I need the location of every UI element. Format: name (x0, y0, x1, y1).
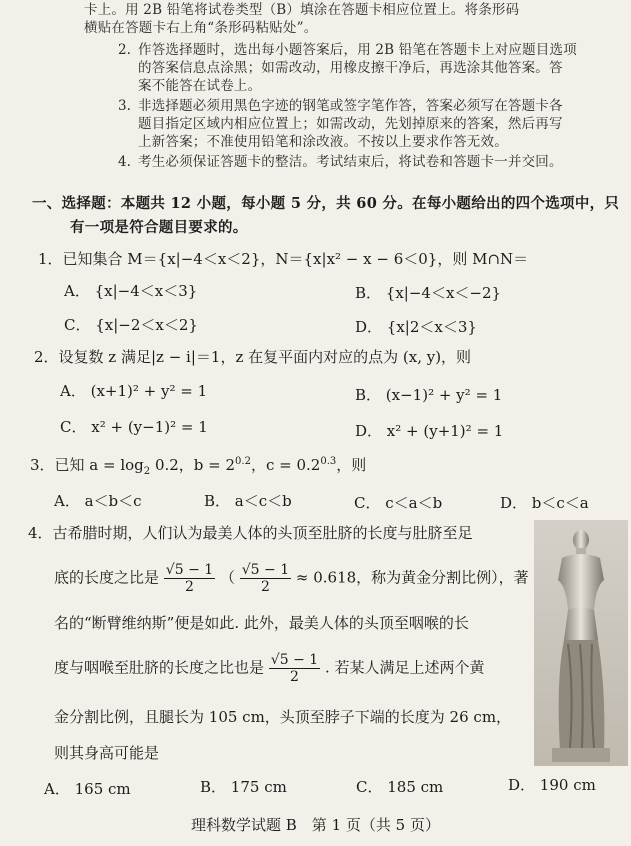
note-line: 作答选择题时，选出每小题答案后，用 2B 铅笔在答题卡上对应题目选项 (138, 42, 577, 58)
note-line: 横贴在答题卡右上角“条形码粘贴处”。 (84, 20, 318, 36)
golden-ratio-fraction (269, 652, 320, 685)
note-line: 上新答案；不准使用铅笔和涂改液。不按以上要求作答无效。 (138, 134, 508, 150)
question-4-line: 则其身高可能是 (54, 744, 160, 762)
note-line: 卡上。用 2B 铅笔将试卷类型（B）填涂在答题卡相应位置上。将条形码 (84, 2, 520, 18)
question-1-option-b: B． {x|−4＜x＜−2} (355, 284, 502, 302)
note-line: 的答案信息点涂黑；如需改动，用橡皮擦干净后，再选涂其他答案。答 (138, 60, 563, 76)
note-line: 案不能答在试卷上。 (138, 78, 262, 94)
question-1-option-a: A． {x|−4＜x＜3} (64, 282, 198, 300)
question-4-line: 金分割比例，且腿长为 105 cm，头顶至脖子下端的长度为 26 cm， (54, 708, 512, 726)
question-1-stem: 1．已知集合 M＝{x|−4＜x＜2}，N＝{x|x² − x − 6＜0}，则 M∩N＝ (38, 250, 529, 268)
note-line: 非选择题必须用黑色字迹的钢笔或签字笔作答，答案必须写在答题卡各 (138, 98, 563, 114)
question-4-line: 4．古希腊时期，人们认为最美人体的头顶至肚脐的长度与肚脐至足 (28, 524, 473, 542)
question-2-option-a: A． (x+1)² + y² = 1 (60, 382, 208, 400)
question-4-text: 底的长度之比是 (54, 568, 160, 587)
note-number: 2. (118, 42, 131, 58)
fraction-denominator: 2 (290, 669, 299, 685)
fraction-numerator: √5 − 1 (270, 652, 319, 668)
note-number: 4. (118, 154, 131, 170)
question-4-option-c: C． 185 cm (356, 778, 444, 796)
page-footer: 理科数学试题 B 第 1 页（共 5 页） (191, 816, 440, 834)
fraction-numerator: √5 − 1 (165, 562, 214, 578)
question-4-text: （ (219, 568, 235, 587)
question-3-option-a: A． a＜b＜c (54, 492, 142, 510)
question-4-text: 度与咽喉至肚脐的长度之比也是 (54, 658, 265, 677)
question-3-stem (30, 454, 366, 477)
question-3-option-b: B． a＜c＜b (204, 492, 292, 510)
fraction-numerator: √5 − 1 (241, 562, 290, 578)
question-2-option-b: B． (x−1)² + y² = 1 (355, 386, 503, 404)
golden-ratio-fraction (240, 562, 291, 595)
question-3-option-d: D． b＜c＜a (500, 494, 589, 512)
question-3-option-c: C． c＜a＜b (354, 494, 443, 512)
question-4-option-d: D． 190 cm (508, 776, 596, 794)
fraction-denominator: 2 (260, 579, 270, 595)
question-1-option-c: C． {x|−2＜x＜2} (64, 316, 198, 334)
note-line: 题目指定区域内相应位置上；如需改动，先划掉原来的答案，然后再写 (138, 116, 563, 132)
section-heading: 一、选择题：本题共 12 小题，每小题 5 分，共 60 分。在每小题给出的四个选项中，只 (32, 195, 620, 212)
question-3-stem-text: 3．已知 $a = \log_2 0.2$，$b = 2^{0.2}$，$c = 0.2^{0.3}$，则 (30, 456, 367, 477)
section-heading-cont: 有一项是符合题目要求的。 (70, 219, 248, 236)
question-4-text: . 若某人满足上述两个黄 (324, 658, 485, 677)
fraction-denominator: 2 (185, 579, 194, 595)
golden-ratio-fraction (164, 562, 215, 595)
question-2-stem: 2．设复数 z 满足|z − i|＝1，z 在复平面内对应的点为 (x, y)，则 (34, 348, 472, 366)
question-4-option-a: A． 165 cm (44, 780, 131, 798)
note-number: 3. (118, 98, 131, 114)
statue-illustration (534, 520, 628, 766)
question-4-line (54, 652, 485, 685)
question-1-option-d: D． {x|2＜x＜3} (355, 318, 477, 336)
note-line: 考生必须保证答题卡的整洁。考试结束后，将试卷和答题卡一并交回。 (138, 154, 563, 170)
question-4-option-b: B． 175 cm (200, 778, 287, 796)
question-2-option-c: C． x² + (y−1)² = 1 (60, 418, 208, 436)
venus-de-milo-image (534, 520, 628, 766)
question-2-option-d: D． x² + (y+1)² = 1 (355, 422, 504, 440)
question-4-line (54, 562, 529, 595)
question-4-text: ≈ 0.618，称为黄金分割比例），著 (295, 568, 529, 587)
question-4-line: 名的“断臂维纳斯”便是如此. 此外，最美人体的头顶至咽喉的长 (54, 614, 469, 632)
